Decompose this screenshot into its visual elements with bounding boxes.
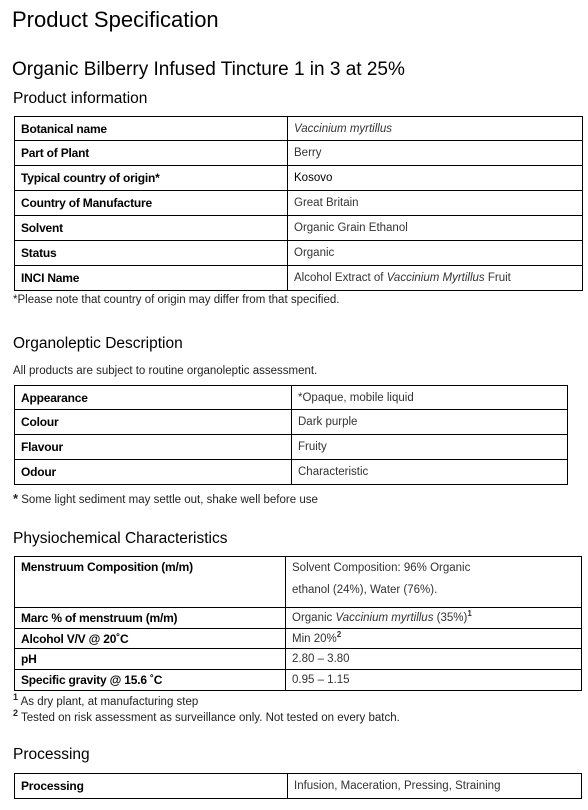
table-row xyxy=(15,670,582,691)
section-title-product-info: Product information xyxy=(13,90,148,107)
cell-label: Marc % of menstruum (m/m) xyxy=(15,608,286,629)
table-row xyxy=(15,241,583,266)
cell-value: Characteristic xyxy=(292,460,568,485)
cell-value xyxy=(288,266,583,291)
cell-value: Organic xyxy=(288,241,583,266)
table-row xyxy=(15,266,583,291)
footnote-1 xyxy=(13,692,199,710)
cell-label: Alcohol V/V @ 20˚C xyxy=(15,629,286,649)
marc-footnote-ref: 1 xyxy=(467,609,472,619)
table-row xyxy=(15,166,583,191)
table-row xyxy=(15,386,568,410)
cell-value: Berry xyxy=(288,141,583,166)
footnote-1-text: As dry plant, at manufacturing step xyxy=(18,696,199,708)
cell-label: Colour xyxy=(15,410,292,435)
menstruum-line2: ethanol (24%), Water (76%). xyxy=(292,584,438,596)
cell-value xyxy=(286,629,582,649)
table-row xyxy=(15,608,582,629)
cell-value: Fruity xyxy=(292,435,568,460)
menstruum-line1: Solvent Composition: 96% Organic xyxy=(292,562,471,574)
cell-label: Menstruum Composition (m/m) xyxy=(15,557,286,608)
origin-footnote: *Please note that country of origin may differ from that specified. xyxy=(13,294,340,306)
cell-value: 2.80 – 3.80 xyxy=(286,649,582,670)
cell-label: Odour xyxy=(15,460,292,485)
organoleptic-table xyxy=(14,385,568,485)
inci-prefix: Alcohol Extract of xyxy=(294,272,387,284)
cell-value: *Opaque, mobile liquid xyxy=(292,386,568,410)
marc-prefix: Organic xyxy=(292,612,336,624)
cell-label: Part of Plant xyxy=(15,141,288,166)
inci-italic: Vaccinium Myrtillus xyxy=(386,272,485,284)
table-row xyxy=(15,629,582,649)
cell-label: Solvent xyxy=(15,216,288,241)
menstruum-value xyxy=(286,557,582,608)
table-row xyxy=(15,216,583,241)
footnote-1-number: 1 xyxy=(13,692,19,703)
cell-value: 0.95 – 1.15 xyxy=(286,670,582,691)
cell-label: Appearance xyxy=(15,386,292,410)
footnote-2-number: 2 xyxy=(13,708,19,719)
table-row xyxy=(15,191,583,216)
processing-table xyxy=(14,773,582,799)
table-row xyxy=(15,410,568,435)
cell-value: Great Britain xyxy=(288,191,583,216)
cell-label: pH xyxy=(15,649,286,670)
alcohol-value: Min 20% xyxy=(292,632,337,645)
cell-value xyxy=(288,117,583,141)
cell-label: Botanical name xyxy=(15,117,288,141)
product-info-table xyxy=(14,116,583,291)
cell-value: Organic Grain Ethanol xyxy=(288,216,583,241)
section-title-organoleptic: Organoleptic Description xyxy=(13,335,183,352)
marc-suffix: (35%) xyxy=(433,612,468,624)
cell-label: INCI Name xyxy=(15,266,288,291)
cell-value: Infusion, Maceration, Pressing, Straining xyxy=(288,774,582,799)
section-title-physiochemical: Physiochemical Characteristics xyxy=(13,530,228,547)
table-row xyxy=(15,141,583,166)
cell-value: Kosovo xyxy=(288,166,583,191)
table-row xyxy=(15,557,582,608)
table-row xyxy=(15,649,582,670)
cell-label: Status xyxy=(15,241,288,266)
cell-label: Typical country of origin* xyxy=(15,166,288,191)
cell-label: Country of Manufacture xyxy=(15,191,288,216)
sediment-footnote xyxy=(13,491,318,508)
footnote-text: Some light sediment may settle out, shake well before use xyxy=(18,494,318,506)
physiochemical-table xyxy=(14,556,582,691)
footnote-2-text: Tested on risk assessment as surveillance only. Not tested on every batch. xyxy=(18,712,400,724)
product-name: Organic Bilberry Infused Tincture 1 in 3 at 25% xyxy=(12,59,405,80)
cell-label: Specific gravity @ 15.6 ˚C xyxy=(15,670,286,691)
footnote-star: * xyxy=(13,491,19,506)
footnote-2 xyxy=(13,708,400,726)
marc-italic: Vaccinium myrtillus xyxy=(335,612,434,624)
cell-value: Dark purple xyxy=(292,410,568,435)
table-row xyxy=(15,774,582,799)
inci-suffix: Fruit xyxy=(484,272,511,284)
organoleptic-intro: All products are subject to routine organoleptic assessment. xyxy=(13,365,318,377)
table-row xyxy=(15,435,568,460)
botanical-name-value: Vaccinium myrtillus xyxy=(294,122,392,135)
section-title-processing: Processing xyxy=(13,746,90,763)
alcohol-footnote-ref: 2 xyxy=(336,629,342,639)
table-row xyxy=(15,460,568,485)
page-title: Product Specification xyxy=(12,7,219,32)
cell-value xyxy=(286,608,582,629)
cell-label: Flavour xyxy=(15,435,292,460)
cell-label: Processing xyxy=(15,774,288,799)
table-row xyxy=(15,117,583,141)
